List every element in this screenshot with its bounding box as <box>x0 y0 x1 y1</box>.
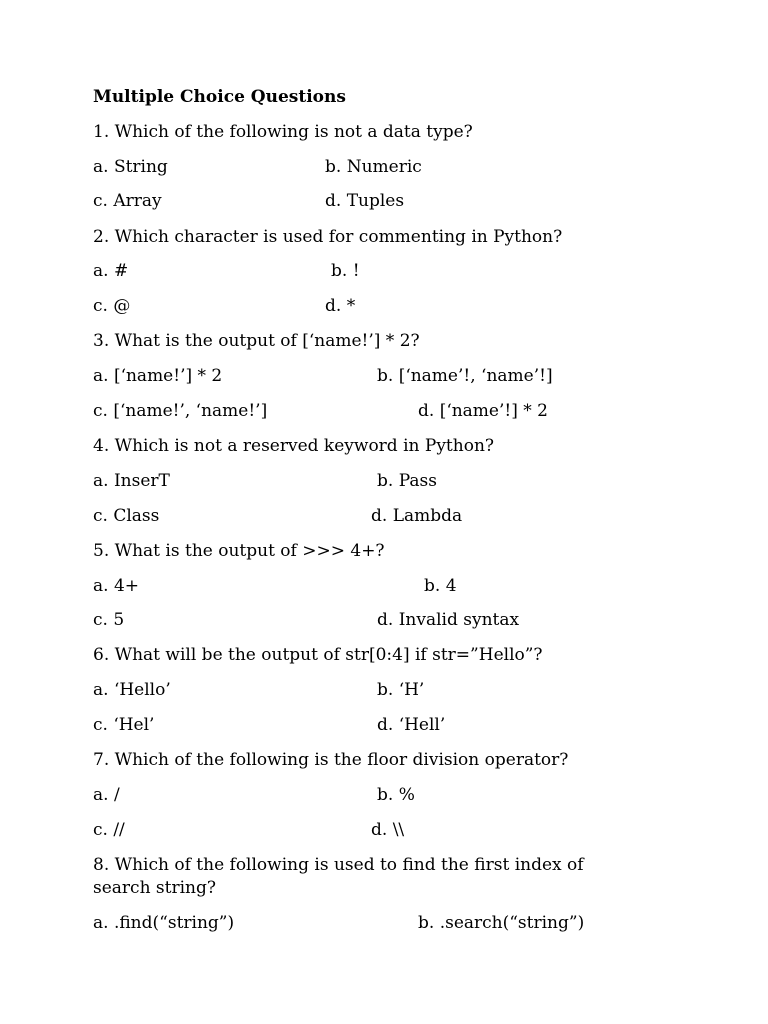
question-5-option-b: b. 4 <box>424 576 457 596</box>
question-8-option-a: a. .find(“string”) <box>93 913 235 933</box>
question-2-options-row-2 <box>93 295 356 318</box>
question-3-option-c: c. [‘name!’, ‘name!’] <box>93 401 268 421</box>
question-7-options-row-2 <box>93 819 405 842</box>
question-6-option-c: c. ‘Hel’ <box>93 715 155 735</box>
question-8-text: 8. Which of the following is used to find the first index of <box>93 855 584 875</box>
question-7-text: 7. Which of the following is the floor division operator? <box>93 750 569 770</box>
question-4-text: 4. Which is not a reserved keyword in Python? <box>93 436 495 456</box>
question-4-options-row-2 <box>93 505 463 528</box>
question-7-option-d: d. \\ <box>371 820 405 840</box>
question-6-option-b: b. ‘H’ <box>377 680 425 700</box>
question-5-text: 5. What is the output of >>> 4+? <box>93 541 385 561</box>
question-4-option-c: c. Class <box>93 506 160 526</box>
question-6-option-a: a. ‘Hello’ <box>93 680 171 700</box>
question-7-options-row-1 <box>93 784 415 807</box>
question-8-options-row-1 <box>93 912 585 935</box>
question-5-options-row-2 <box>93 609 520 632</box>
question-8-option-b: b. .search(“string”) <box>418 913 585 933</box>
question-7-option-a: a. / <box>93 785 120 805</box>
question-6-options-row-2 <box>93 714 446 737</box>
question-5-option-a: a. 4+ <box>93 576 140 596</box>
question-1-text: 1. Which of the following is not a data type? <box>93 122 473 142</box>
question-2-option-b: b. ! <box>331 261 360 281</box>
question-6-option-d: d. ‘Hell’ <box>377 715 446 735</box>
question-4-option-d: d. Lambda <box>371 506 463 526</box>
question-3-options-row-2 <box>93 400 548 423</box>
question-2-option-a: a. # <box>93 261 129 281</box>
question-2-text: 2. Which character is used for commenting in Python? <box>93 227 563 247</box>
question-7-option-c: c. // <box>93 820 125 840</box>
question-2-option-c: c. @ <box>93 296 131 316</box>
question-1-options-row-2 <box>93 190 405 213</box>
question-3-options-row-1 <box>93 365 553 388</box>
question-1-option-b: b. Numeric <box>325 157 422 177</box>
question-7-option-b: b. % <box>377 785 415 805</box>
question-2-options-row-1 <box>93 260 360 283</box>
page-heading: Multiple Choice Questions <box>93 87 346 107</box>
question-5-option-c: c. 5 <box>93 610 125 630</box>
question-6-options-row-1 <box>93 679 425 702</box>
question-3-option-d: d. [‘name’!] * 2 <box>418 401 548 421</box>
question-1-option-c: c. Array <box>93 191 162 211</box>
question-3-text: 3. What is the output of [‘name!’] * 2? <box>93 331 420 351</box>
question-5-option-d: d. Invalid syntax <box>377 610 520 630</box>
question-2-option-d: d. * <box>325 296 356 316</box>
question-1-option-a: a. String <box>93 157 168 177</box>
question-4-options-row-1 <box>93 470 437 493</box>
question-1-options-row-1 <box>93 156 422 179</box>
question-3-option-b: b. [‘name’!, ‘name’!] <box>377 366 553 386</box>
question-3-option-a: a. [‘name!’] * 2 <box>93 366 223 386</box>
question-8-text-continued: search string? <box>93 878 216 898</box>
question-5-options-row-1 <box>93 575 457 598</box>
question-6-text: 6. What will be the output of str[0:4] if str=”Hello”? <box>93 645 543 665</box>
question-1-option-d: d. Tuples <box>325 191 405 211</box>
question-4-option-a: a. InserT <box>93 471 170 491</box>
question-4-option-b: b. Pass <box>377 471 437 491</box>
